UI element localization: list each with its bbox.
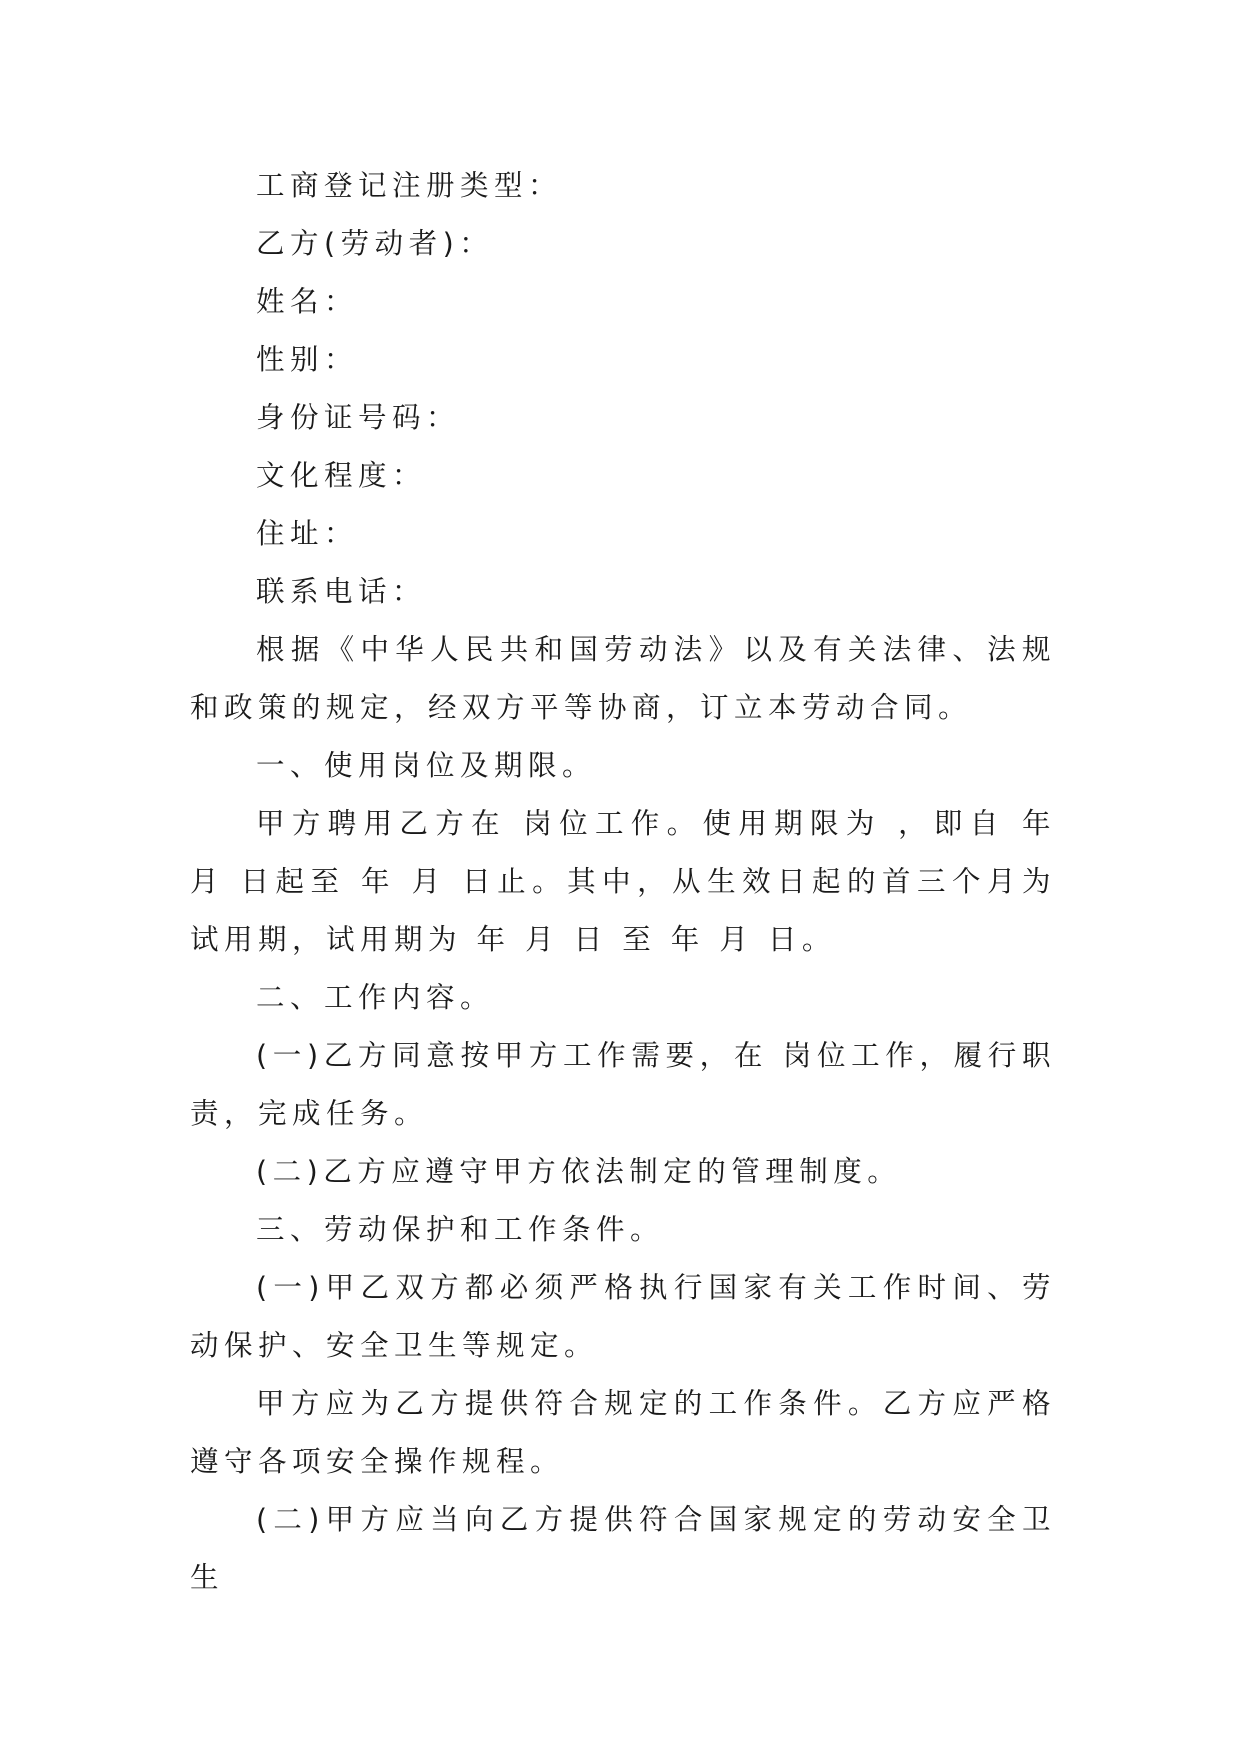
field-education: 文化程度： [256,459,427,492]
field-id-number: 身份证号码： [256,401,461,434]
section-3-item-1-continued: 甲方应为乙方提供符合规定的工作条件。乙方应严格遵守各项安全操作规程。 [190,1387,1056,1478]
section-1-heading: 一、使用岗位及期限。 [256,749,597,782]
field-address: 住址： [256,517,359,550]
section-3-heading: 三、劳动保护和工作条件。 [256,1213,665,1246]
section-3-item-1: (一)甲乙双方都必须严格执行国家有关工作时间、劳动保护、安全卫生等规定。 [190,1271,1056,1362]
field-phone: 联系电话： [256,575,427,608]
section-1-body: 甲方聘用乙方在 岗位工作。使用期限为 ，即自 年 月 日起至 年 月 日止。其中，从生效日起的首三个月为试用期，试用期为 年 月 日 至 年 月 日。 [190,807,1071,956]
field-gender: 性别： [256,343,359,376]
section-2-item-2: (二)乙方应遵守甲方依法制定的管理制度。 [256,1155,902,1188]
section-2-heading: 二、工作内容。 [256,981,495,1014]
section-2-item-1: (一)乙方同意按甲方工作需要，在 岗位工作，履行职责，完成任务。 [190,1039,1056,1130]
document-body [190,157,1071,1607]
field-name: 姓名： [256,285,359,318]
section-3-item-2: (二)甲方应当向乙方提供符合国家规定的劳动安全卫生 [190,1503,1056,1594]
party-b-heading: 乙方(劳动者)： [256,227,494,260]
contract-preamble: 根据《中华人民共和国劳动法》以及有关法律、法规和政策的规定，经双方平等协商，订立本劳动合同。 [190,633,1056,724]
field-registration-type: 工商登记注册类型： [256,169,563,202]
